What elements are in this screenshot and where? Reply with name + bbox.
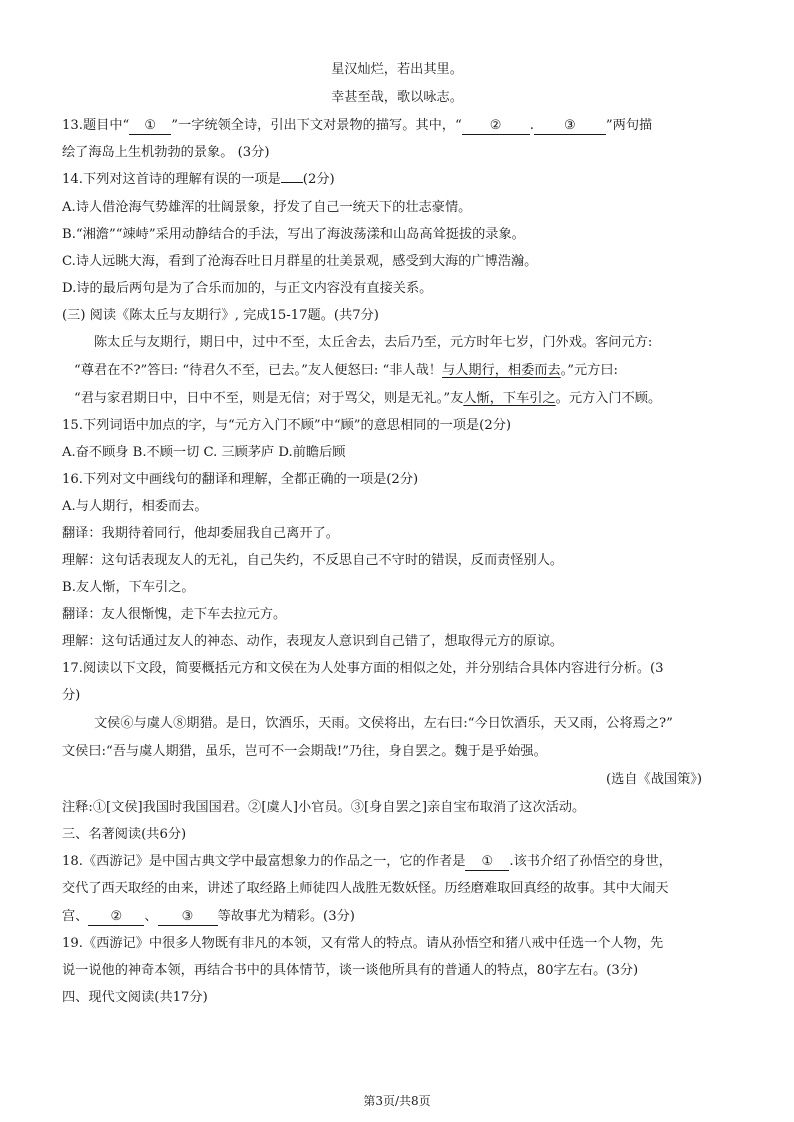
question-14 xyxy=(62,170,335,190)
question-16: 16.下列对文中画线句的翻译和理解，全都正确的一项是(2分) xyxy=(62,472,419,487)
q13-text: ”一字统领全诗，引出下文对景物的描写。其中，“ xyxy=(171,118,462,133)
q13-blank-2: ② xyxy=(462,118,530,135)
question-13 xyxy=(62,116,652,136)
passage-text: “尊君在不?”答曰: “待君久不至，已去。”友人便怒曰: “非人哉！ xyxy=(74,363,442,378)
question-15: 15.下列词语中加点的字，与“元方入门不顾”中“顾”的意思相同的一项是(2分) xyxy=(62,418,512,433)
q14-points: (2分) xyxy=(302,172,335,187)
passage-text: “君与家君期日中，日中不至，则是无信；对于骂父，则是无礼。”友 xyxy=(74,391,464,406)
q17-passage-line-1: 文侯⑥与虞人⑧期猎。是日，饮酒乐，天雨。文侯将出，左右曰:“今日饮酒乐，天又雨，公将焉之?” xyxy=(94,716,673,731)
q17-notes: 注释:①[文侯]我国时我国国君。②[虞人]小官员。③[身自罢之]亲自宝布取消了这次活动。 xyxy=(62,800,586,815)
section-3-heading: (三) 阅读《陈太丘与友期行》, 完成15-17题。(共7分) xyxy=(62,308,379,323)
q16-option-a: A.与人期行，相委而去。 xyxy=(62,499,208,514)
q18-text: .该书介绍了孙悟空的身世， xyxy=(509,854,672,869)
q18-text: 、 xyxy=(144,909,158,924)
q14-option-a: A.诗人借沧海气势雄浑的壮阔景象，抒发了自己一统天下的壮志豪情。 xyxy=(62,200,472,215)
page-number: 第3页/共8页 xyxy=(363,1094,431,1108)
underlined-sentence: 人惭，下车引之 xyxy=(463,391,556,406)
passage-text: 。元方入门不顾。 xyxy=(555,391,662,406)
passage-text: 。”元方曰: xyxy=(560,363,618,378)
q13-blank-1: ① xyxy=(129,118,171,135)
q18-text: 18.《西游记》是中国古典文学中最富想象力的作品之一，它的作者是 xyxy=(62,854,466,869)
passage-line-3 xyxy=(74,389,661,409)
q18-text: 等故事尤为精彩。(3分) xyxy=(217,909,355,924)
q18-line-2: 交代了西天取经的由来，讲述了取经路上师徒四人战胜无数妖怪。历经磨难取回真经的故事。其中大闹天 xyxy=(62,881,669,896)
q18-text: 宫、 xyxy=(62,909,89,924)
question-18 xyxy=(62,852,672,872)
q17-source: (选自《战国策》) xyxy=(606,772,703,787)
passage-line-1: 陈太丘与友期行，期日中，过中不至，太丘舍去，去后乃至，元方时年七岁，门外戏。客问元方: xyxy=(94,335,653,350)
q17-stem-cont: 分) xyxy=(62,688,81,703)
q13-text: ”两句描 xyxy=(605,118,653,133)
question-17: 17.阅读以下文段，简要概括元方和文侯在为人处事方面的相似之处，并分别结合具体内容进行分析。(3 xyxy=(62,661,664,676)
q17-passage-line-2: 文侯曰:“吾与虞人期猎，虽乐，岂可不一会期哉!”乃往，身自罢之。魏于是乎始强。 xyxy=(62,744,547,759)
section-modern-heading: 四、现代文阅读(共17分) xyxy=(62,990,208,1005)
q18-blank-3: ③ xyxy=(158,909,218,926)
poem-line: 星汉灿烂，若出其里。 xyxy=(331,62,463,77)
passage-line-2 xyxy=(74,361,618,381)
poem-line: 幸甚至哉，歌以咏志。 xyxy=(331,90,463,105)
q14-stem: 14.下列对这首诗的理解有误的一项是 xyxy=(62,172,281,187)
q14-option-b: B.“湘澹”“竦峙”采用动静结合的手法，写出了海波荡漾和山岛高耸挺拔的录象。 xyxy=(62,227,525,242)
q18-blank-1: ① xyxy=(465,854,509,871)
q14-option-d: D.诗的最后两句是为了合乐而加的，与正文内容没有直接关系。 xyxy=(62,281,433,296)
q13-line-2: 绘了海岛上生机勃勃的景象。 (3分) xyxy=(62,145,270,160)
q18-blank-2: ② xyxy=(88,909,144,926)
q16-b-understanding: 理解：这句话通过友人的神态、动作，表现友人意识到自己错了，想取得元方的原谅。 xyxy=(62,634,564,649)
q18-line-3 xyxy=(62,907,355,927)
q14-option-c: C.诗人远眺大海，看到了沧海吞吐日月群星的壮美景观，感受到大海的广博浩瀚。 xyxy=(62,254,538,269)
q15-options: A.奋不顾身 B.不顾一切 C. 三顾茅庐 D.前瞻后顾 xyxy=(62,445,346,460)
q14-answer-blank xyxy=(281,182,303,183)
q13-text: 13.题目中“ xyxy=(62,118,130,133)
q16-a-understanding: 理解：这句话表现友人的无礼，自己失约，不反思自己不守时的错误，反而责怪别人。 xyxy=(62,553,564,568)
q16-a-translation: 翻译：我期待着同行，他却委屈我自己离开了。 xyxy=(62,526,339,541)
section-classics-heading: 三、名著阅读(共6分) xyxy=(62,827,187,842)
q13-separator: . xyxy=(529,118,534,133)
question-19: 19.《西游记》中很多人物既有非凡的本领，又有常人的特点。请从孙悟空和猪八戒中任选一个人物，先 xyxy=(62,936,664,951)
q19-line-2: 说一说他的神奇本领，再结合书中的具体情节，谈一谈他所具有的普通人的特点，80字左右。(3分) xyxy=(62,963,639,978)
q16-b-translation: 翻译：友人很惭愧，走下车去拉元方。 xyxy=(62,607,287,622)
underlined-sentence: 与人期行，相委而去 xyxy=(441,363,561,378)
q16-option-b: B.友人惭，下车引之。 xyxy=(62,580,195,595)
q13-blank-3: ③ xyxy=(534,118,606,135)
